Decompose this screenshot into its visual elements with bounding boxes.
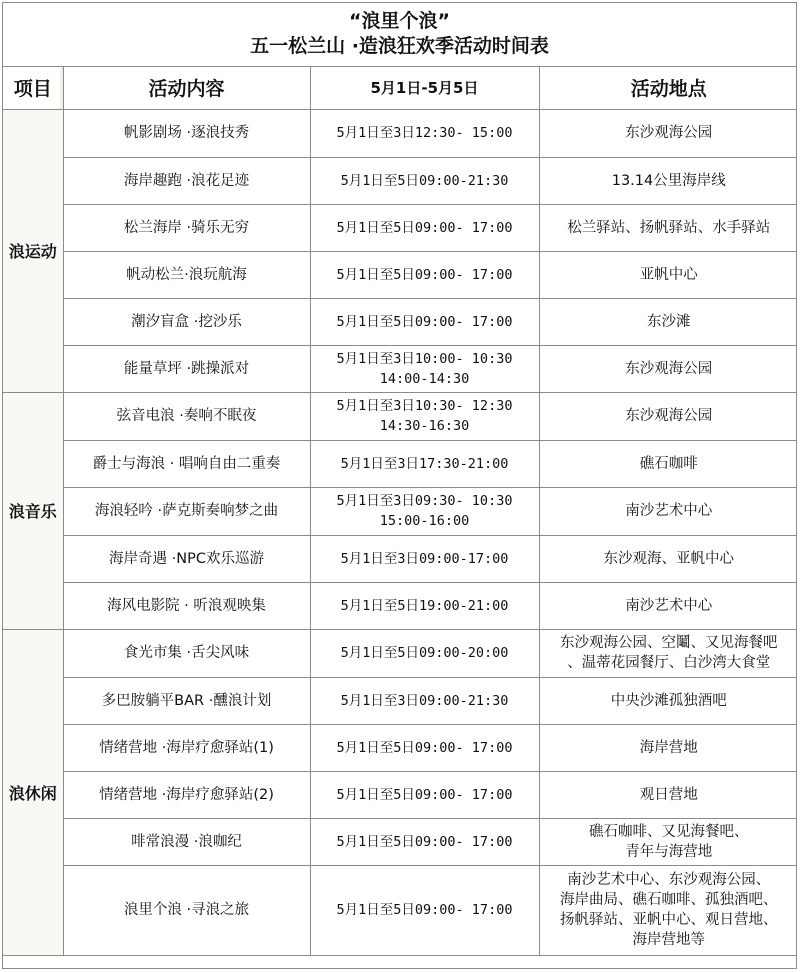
table-row <box>3 724 797 771</box>
location-cell-line: 东沙观海公园 <box>625 408 713 424</box>
time-cell <box>310 204 539 251</box>
table-row <box>3 345 797 392</box>
time-cell <box>310 582 539 629</box>
title-line-2: 五一松兰山 ·造浪狂欢季活动时间表 <box>250 35 549 57</box>
time-cell <box>310 298 539 345</box>
location-cell-line: 扬帆驿站、亚帆中心、观日营地、 <box>560 912 778 928</box>
location-cell <box>539 440 797 487</box>
header-category: 项目 <box>3 67 63 109</box>
location-cell-line: 青年与海营地 <box>625 843 713 860</box>
time-cell <box>310 771 539 818</box>
location-cell <box>539 771 797 818</box>
location-cell <box>539 629 797 677</box>
schedule-body <box>3 109 797 955</box>
time-cell-line: 5月1日至3日17:30-21:00 <box>340 455 509 472</box>
activity-cell: 情绪营地 ·海岸疗愈驿站(1) <box>63 724 310 771</box>
time-cell <box>310 251 539 298</box>
location-cell-line: 东沙观海公园、空鬮、又见海餐吧 <box>560 635 778 651</box>
time-cell <box>310 109 539 157</box>
table-row <box>3 677 797 724</box>
location-cell <box>539 392 797 440</box>
time-cell <box>310 440 539 487</box>
table-row <box>3 771 797 818</box>
activity-cell: 海岸奇遇 ·NPC欢乐巡游 <box>63 535 310 582</box>
time-cell <box>310 677 539 724</box>
location-cell <box>539 298 797 345</box>
time-cell-line: 5月1日至3日10:00- 10:30 <box>336 350 513 367</box>
table-row <box>3 204 797 251</box>
table-row <box>3 251 797 298</box>
header-row <box>3 67 797 109</box>
location-cell <box>539 345 797 392</box>
time-cell <box>310 345 539 392</box>
time-cell <box>310 157 539 204</box>
location-cell <box>539 535 797 582</box>
time-cell-line: 5月1日至3日09:00-17:00 <box>340 550 509 567</box>
time-cell-line: 5月1日至3日12:30- 15:00 <box>336 125 513 141</box>
time-cell-line: 5月1日至5日09:00- 17:00 <box>336 902 513 918</box>
table-row <box>3 818 797 865</box>
activity-cell: 浪里个浪 ·寻浪之旅 <box>63 865 310 955</box>
location-cell <box>539 865 797 955</box>
time-cell-line: 5月1日至5日19:00-21:00 <box>340 597 509 614</box>
activity-cell: 能量草坪 ·跳操派对 <box>63 345 310 392</box>
activity-cell: 海风电影院 · 听浪观映集 <box>63 582 310 629</box>
activity-cell: 多巴胺躺平BAR ·醺浪计划 <box>63 677 310 724</box>
time-cell-line: 14:00-14:30 <box>379 370 470 387</box>
activity-cell: 情绪营地 ·海岸疗愈驿站(2) <box>63 771 310 818</box>
location-cell-line: 观日营地 <box>639 786 698 803</box>
location-cell <box>539 251 797 298</box>
schedule-title <box>3 3 796 67</box>
location-cell <box>539 677 797 724</box>
table-row <box>3 392 797 440</box>
category-cell: 浪休闲 <box>3 629 63 955</box>
location-cell-line: 南沙艺术中心 <box>625 503 713 519</box>
time-cell-line: 5月1日至5日09:00- 17:00 <box>336 219 513 236</box>
location-cell-line: 海岸营地 <box>639 739 698 756</box>
time-cell-line: 15:00-16:00 <box>379 513 470 529</box>
location-cell <box>539 582 797 629</box>
location-cell-line: 东沙观海公园 <box>625 360 713 377</box>
time-cell-line: 5月1日至5日09:00- 17:00 <box>336 313 513 330</box>
location-cell <box>539 818 797 865</box>
activity-cell: 帆动松兰·浪玩航海 <box>63 251 310 298</box>
location-cell <box>539 204 797 251</box>
activity-cell: 啡常浪漫 ·浪咖纪 <box>63 818 310 865</box>
activity-cell: 松兰海岸 ·骑乐无穷 <box>63 204 310 251</box>
time-cell <box>310 629 539 677</box>
activity-cell: 潮汐盲盒 ·挖沙乐 <box>63 298 310 345</box>
schedule-sheet <box>2 2 797 969</box>
category-cell: 浪音乐 <box>3 392 63 629</box>
time-cell <box>310 724 539 771</box>
title-line-1: “浪里个浪” <box>349 10 450 32</box>
location-cell-line: 、温蒂花园餐厅、白沙湾大食堂 <box>567 655 771 671</box>
time-cell <box>310 818 539 865</box>
header-time: 5月1日-5月5日 <box>310 67 539 109</box>
activity-cell: 海浪轻吟 ·萨克斯奏响梦之曲 <box>63 487 310 535</box>
time-cell <box>310 487 539 535</box>
location-cell <box>539 157 797 204</box>
activity-cell: 海岸趣跑 ·浪花足迹 <box>63 157 310 204</box>
location-cell-line: 东沙观海公园 <box>625 125 713 141</box>
location-cell-line: 南沙艺术中心 <box>625 597 713 614</box>
schedule-table <box>3 67 797 956</box>
time-cell-line: 5月1日至5日09:00- 17:00 <box>336 739 513 756</box>
table-row <box>3 157 797 204</box>
category-cell: 浪运动 <box>3 109 63 392</box>
table-row <box>3 298 797 345</box>
time-cell-line: 5月1日至3日10:30- 12:30 <box>336 398 513 414</box>
location-cell <box>539 487 797 535</box>
table-row <box>3 865 797 955</box>
time-cell-line: 5月1日至5日09:00- 17:00 <box>336 786 513 803</box>
table-row <box>3 440 797 487</box>
location-cell-line: 中央沙滩孤独酒吧 <box>610 692 727 709</box>
time-cell-line: 14:30-16:30 <box>379 418 470 434</box>
table-row <box>3 629 797 677</box>
location-cell-line: 海岸营地等 <box>632 932 705 948</box>
activity-cell: 爵士与海浪 · 唱响自由二重奏 <box>63 440 310 487</box>
time-cell-line: 5月1日至5日09:00- 17:00 <box>336 266 513 283</box>
location-cell-line: 礁石咖啡 <box>639 455 698 472</box>
time-cell-line: 5月1日至5日09:00-20:00 <box>340 645 509 661</box>
location-cell-line: 东沙滩 <box>647 313 691 330</box>
location-cell <box>539 109 797 157</box>
table-row <box>3 109 797 157</box>
time-cell-line: 5月1日至5日09:00-21:30 <box>340 172 509 189</box>
time-cell-line: 5月1日至5日09:00- 17:00 <box>336 833 513 850</box>
location-cell-line: 海岸曲局、礁石咖啡、孤独酒吧、 <box>560 892 778 908</box>
header-activity: 活动内容 <box>63 67 310 109</box>
time-cell-line: 5月1日至3日09:00-21:30 <box>340 692 509 709</box>
time-cell-line: 5月1日至3日09:30- 10:30 <box>336 493 513 509</box>
location-cell-line: 亚帆中心 <box>639 266 698 283</box>
activity-cell: 食光市集 ·舌尖风味 <box>63 629 310 677</box>
location-cell-line: 礁石咖啡、又见海餐吧、 <box>589 823 749 840</box>
location-cell-line: 东沙观海、亚帆中心 <box>603 550 734 567</box>
time-cell <box>310 392 539 440</box>
location-cell-line: 13.14公里海岸线 <box>611 172 726 189</box>
activity-cell: 帆影剧场 ·逐浪技秀 <box>63 109 310 157</box>
activity-cell: 弦音电浪 ·奏响不眠夜 <box>63 392 310 440</box>
time-cell <box>310 535 539 582</box>
time-cell <box>310 865 539 955</box>
table-row <box>3 535 797 582</box>
location-cell-line: 松兰驿站、扬帆驿站、水手驿站 <box>567 219 771 236</box>
table-row <box>3 582 797 629</box>
location-cell <box>539 724 797 771</box>
location-cell-line: 南沙艺术中心、东沙观海公园、 <box>567 872 771 888</box>
header-location: 活动地点 <box>539 67 797 109</box>
table-row <box>3 487 797 535</box>
